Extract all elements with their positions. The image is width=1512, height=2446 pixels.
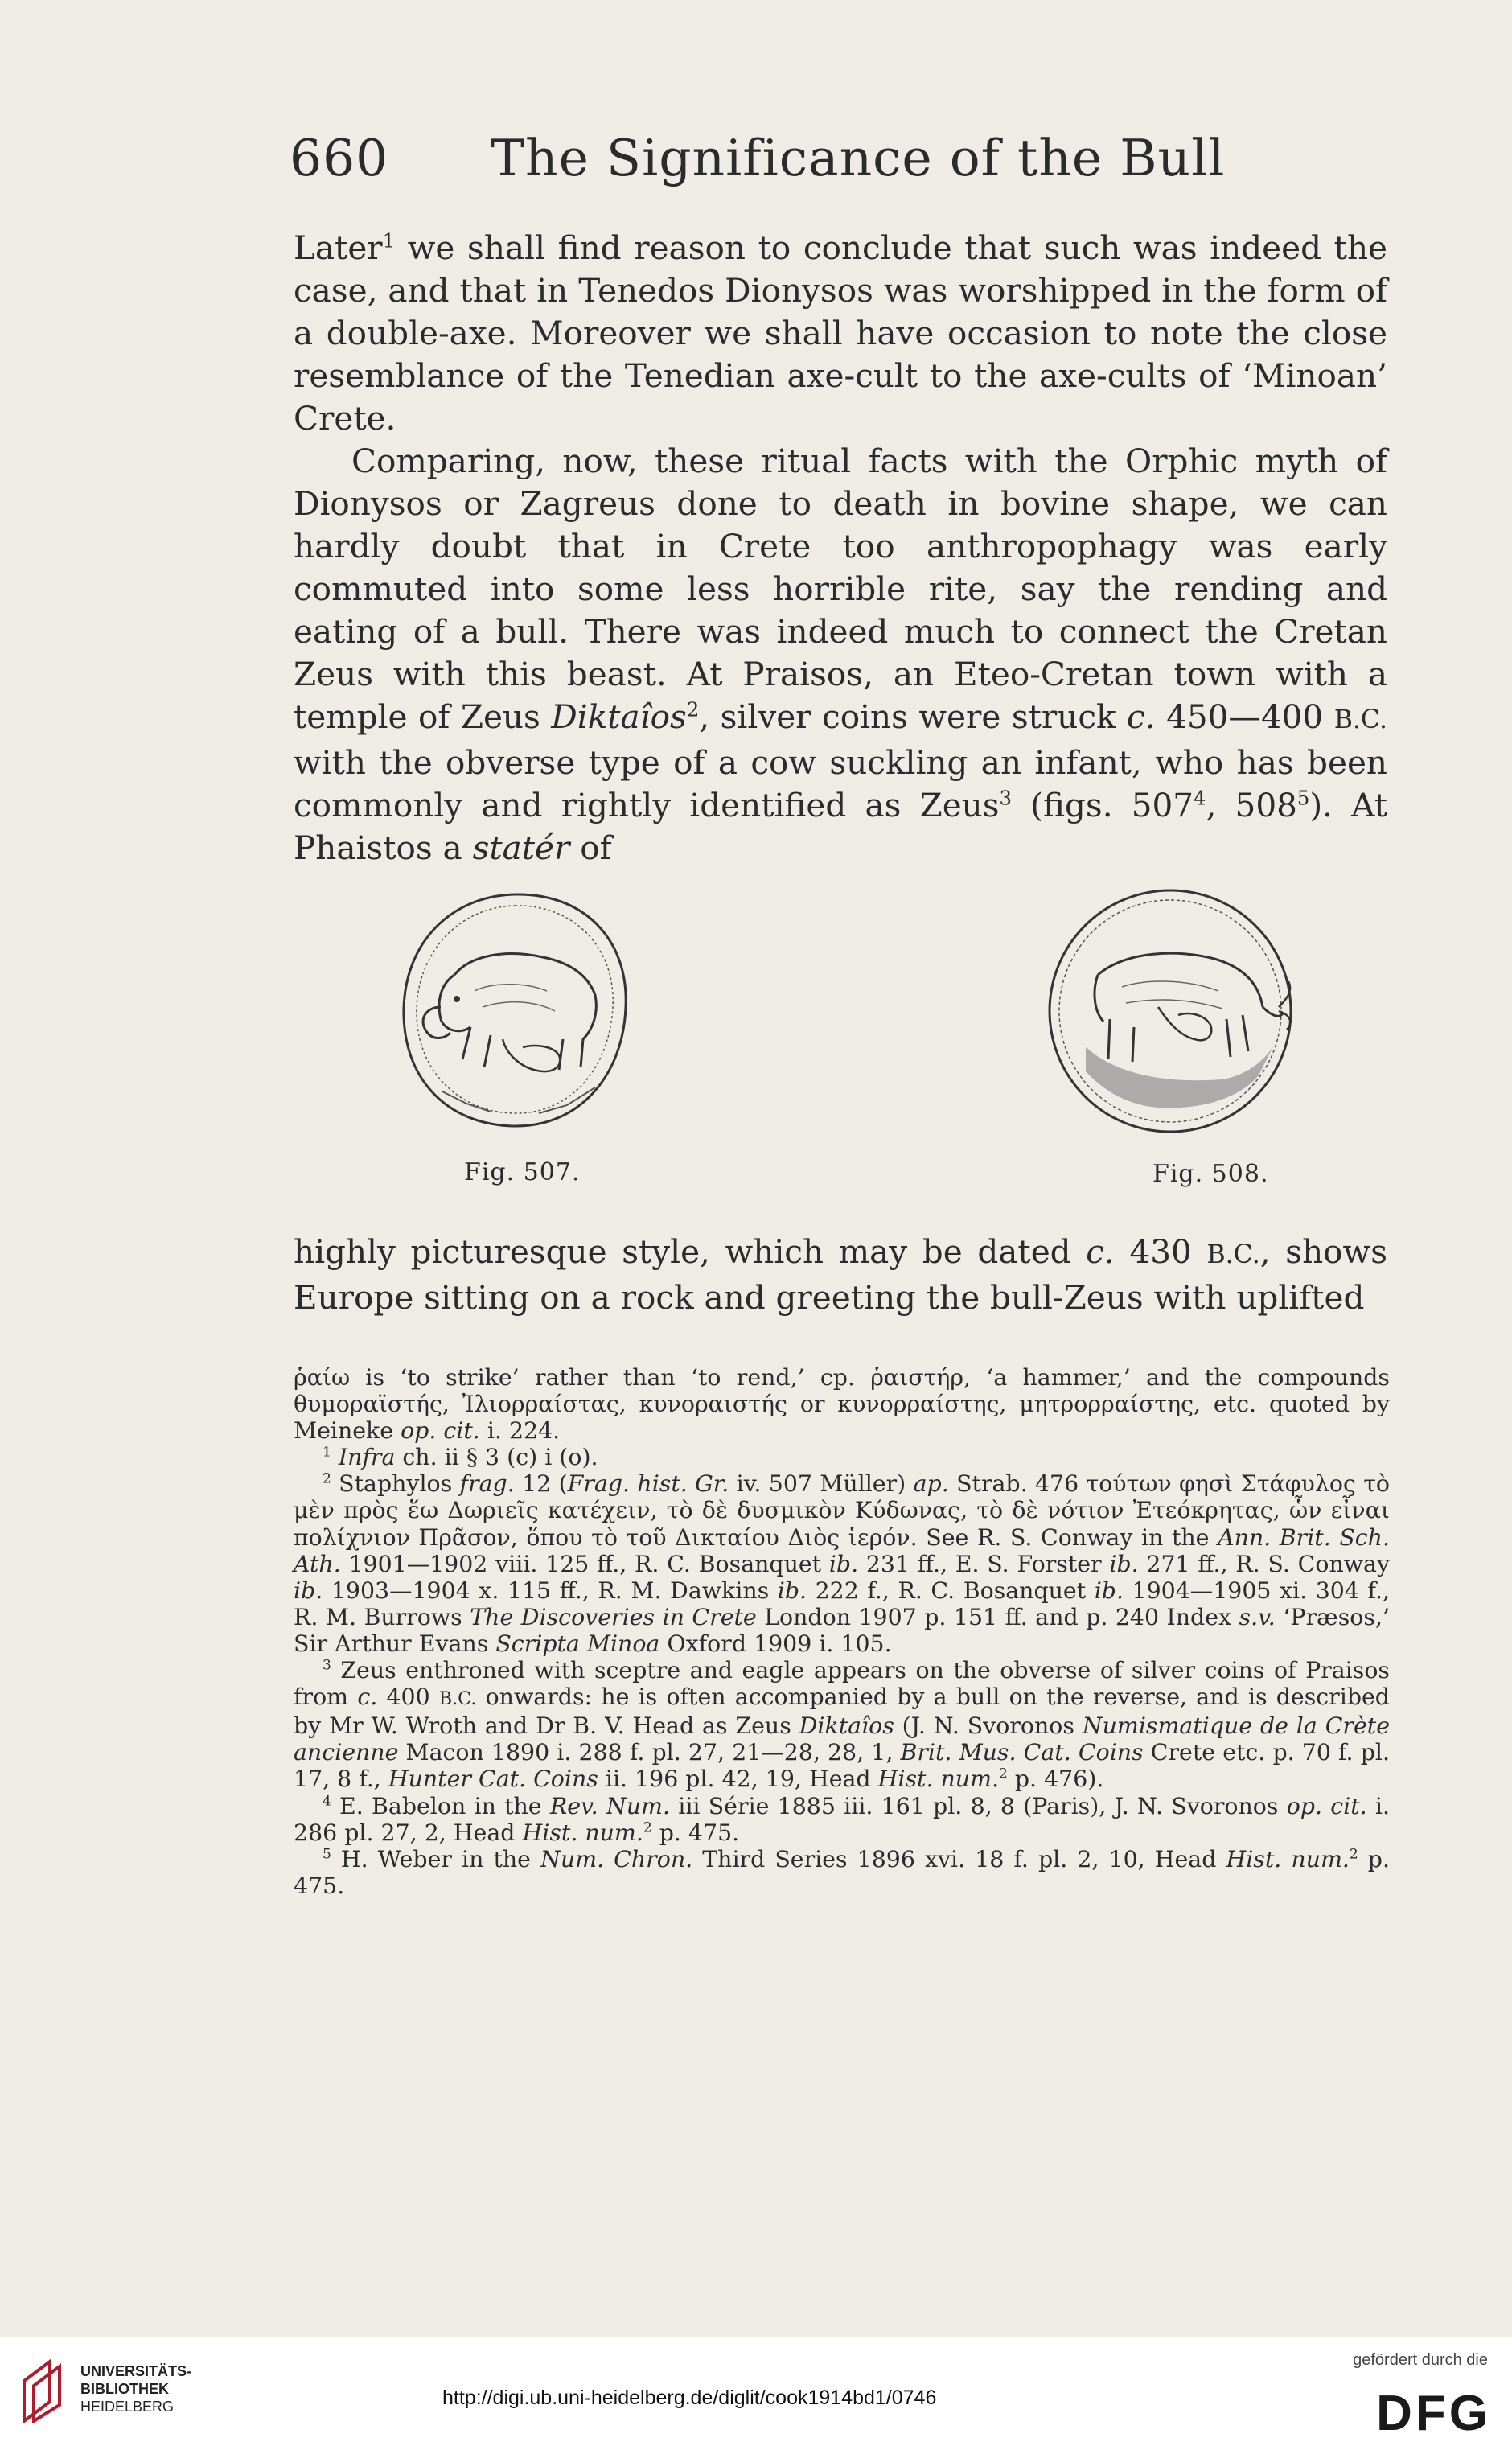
page-header <box>290 129 1399 187</box>
library-name-line-1: UNIVERSITÄTS- <box>80 2363 192 2379</box>
library-name-line-3: HEIDELBERG <box>80 2399 175 2415</box>
funding-note: gefördert durch die <box>1353 2351 1488 2369</box>
footnote-1: $^1$ Infra ch. ii § 3 (c) i (o). <box>323 1444 598 1471</box>
library-name <box>80 2362 191 2415</box>
coin-507-image <box>394 886 635 1136</box>
running-title: The Significance of the Bull <box>491 129 1226 187</box>
library-logo-icon <box>18 2357 68 2423</box>
footnote-2: $^2$ Staphylos frag. 12 (Frag. hist. Gr. iv. 507 Müller) ap. Strab. 476 τούτων φησὶ Στάφυλος τὸ μὲν πρὸς ἕω Δωριεῖς κατέχειν, τὸ δὲ δυσμικὸν Κύδωνας, τὸ δὲ νότιον Ἐτεόκρητας, ὧν εἶναι πολίχνιον Πρᾶσον, ὅπου τὸ τοῦ Δικταίου Διὸς ἱερόν. See R. S. Conway in the Ann. Brit. Sch. Ath. 1901—1902 viii. 125 ff., R. C. Bosanquet ib. 231 ff., E. S. Forster ib. 271 ff., R. S. Conway ib. 1903—1904 x. 115 ff., R. M. Dawkins ib. 222 f., R. C. Bosanquet ib. 1904—1905 xi. 304 f., R. M. Burrows The Discoveries in Crete London 1907 p. 151 ff. and p. 240 Index s.v. ‘Præsos,’ Sir Arthur Evans Scripta Minoa Oxford 1909 i. 105. <box>294 1470 1391 1657</box>
permalink-url[interactable]: http://digi.ub.uni-heidelberg.de/diglit/cook1914bd1/0746 <box>442 2386 937 2409</box>
library-name-line-2: BIBLIOTHEK <box>80 2381 169 2397</box>
footnote-4: $^4$ E. Babelon in the Rev. Num. iii Série 1885 iii. 161 pl. 8, 8 (Paris), J. N. Svoronos op. cit. i. 286 pl. 27, 2, Head Hist. num.$^2$ p. 475. <box>294 1792 1390 1846</box>
dfg-logo: DFG <box>1376 2386 1491 2441</box>
footnote-5: $^5$ H. Weber in the Num. Chron. Third Series 1896 xvi. 18 f. pl. 2, 10, Head Hist. num.$^2$ p. 475. <box>294 1845 1391 1899</box>
figure-507-label: Fig. 507. <box>464 1158 581 1186</box>
main-text-lower <box>294 1231 1387 1319</box>
figure-508-label: Fig. 508. <box>1152 1160 1269 1188</box>
paragraph: Later$^1$ we shall find reason to conclude that such was indeed the case, and that in Tenedos Dionysos was worshipped in the form of a double-axe. Moreover we shall have occasion to note the close resemblance of the Tenedian axe-cult to the axe-cults of ‘Minoan’ Crete. <box>294 228 1387 438</box>
footnote-3: $^3$ Zeus enthroned with sceptre and eagle appears on the obverse of silver coins of Praisos from c. 400 B.C. onwards: he is often accompanied by a bull on the reverse, and is described by Mr W. Wroth and Dr B. V. Head as Zeus Diktaîos (J. N. Svoronos Numismatique de la Crète ancienne Macon 1890 i. 288 f. pl. 27, 21—28, 28, 1, Brit. Mus. Cat. Coins Crete etc. p. 70 f. pl. 17, 8 f., Hunter Cat. Coins ii. 196 pl. 42, 19, Head Hist. num.$^2$ p. 476). <box>294 1657 1390 1793</box>
figure-508-coin <box>1037 878 1303 1147</box>
paragraph: highly picturesque style, which may be dated c. 430 B.C., shows Europe sitting on a rock and greeting the bull-Zeus with uplifted <box>294 1232 1387 1317</box>
figure-507-coin <box>394 886 635 1139</box>
footnote-continuation: ῥαίω is ‘to strike’ rather than ‘to rend,’ cp. ῥαιστήρ, ‘a hammer,’ and the compounds θυμοραϊστής, Ἰλιορραίστας, κυνοραιστής or κυνορραίστης, μητρορραίστης, etc. quoted by Meineke op. cit. i. 224. <box>294 1364 1390 1445</box>
paragraph: Comparing, now, these ritual facts with the Orphic myth of Dionysos or Zagreus done to death in bovine shape, we can hardly doubt that in Crete too anthropophagy was early commuted into some less horrible rite, say the rending and eating of a bull. There was indeed much to connect the Cretan Zeus with this beast. At Praisos, an Eteo-Cretan town with a temple of Zeus Diktaîos$^2$, silver coins were struck c. 450—400 B.C. with the obverse type of a cow suckling an infant, who has been commonly and rightly identified as Zeus$^3$ (figs. $507^4$, $508^5$). At Phaistos a statér of <box>294 442 1388 867</box>
main-text-upper <box>294 227 1387 869</box>
page-number: 660 <box>290 129 389 187</box>
coin-508-image <box>1037 878 1303 1144</box>
footnotes <box>294 1364 1390 1899</box>
digitization-footer <box>0 2337 1512 2446</box>
